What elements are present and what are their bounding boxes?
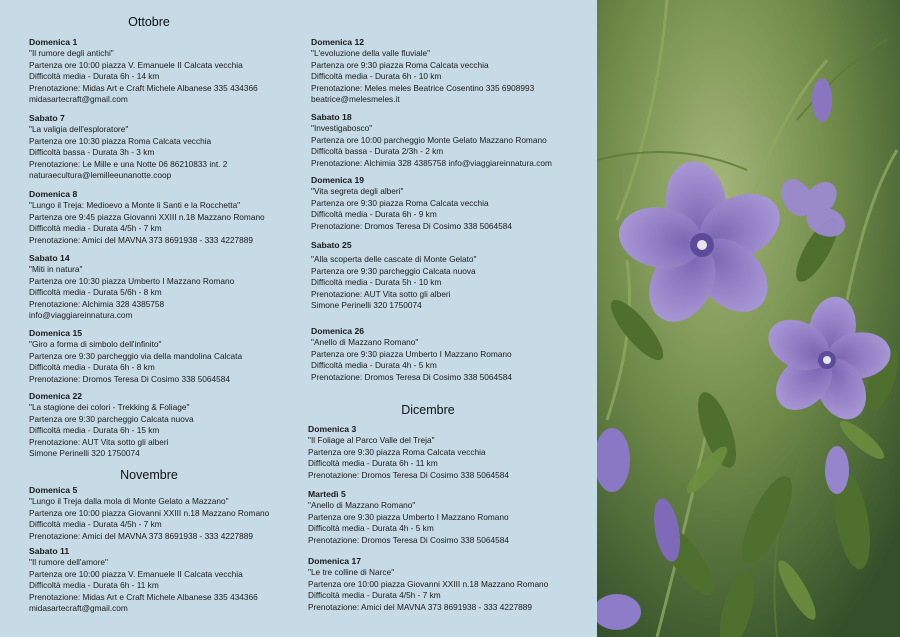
event-line: Difficoltà media - Durata 6h - 8 km: [29, 362, 155, 373]
event-email: beatrice@melesmeles.it: [311, 94, 400, 105]
event-block: [308, 489, 509, 546]
event-email: midasartecraft@gmail.com: [29, 603, 128, 614]
month-title-ottobre: Ottobre: [128, 15, 170, 29]
event-block: [311, 240, 476, 311]
event-line: Difficoltà media - Durata 4/5h - 7 km: [29, 223, 162, 234]
event-block: [29, 37, 258, 105]
event-email: midasartecraft@gmail.com: [29, 94, 128, 105]
event-line: Partenza ore 10:00 parcheggio Monte Gelato Mazzano Romano: [311, 134, 547, 145]
event-block: [29, 328, 242, 385]
event-block: [29, 485, 269, 542]
event-line: Difficoltà media - Durata 6h - 10 km: [311, 71, 442, 82]
event-email: naturaecultura@lemilleeunanotte.coop: [29, 170, 172, 181]
event-line: Partenza ore 9:30 piazza Roma Calcata vecchia: [311, 59, 489, 70]
event-block: [308, 556, 548, 613]
event-day: Domenica 19: [311, 175, 365, 185]
event-line: Partenza ore 10:30 piazza Roma Calcata vecchia: [29, 135, 212, 146]
event-day: Domenica 12: [311, 37, 365, 47]
event-line: "Anello di Mazzano Romano": [311, 337, 419, 348]
event-line: "Investigabosco": [311, 123, 373, 134]
event-line: Difficoltà media - Durata 6h - 15 km: [29, 425, 160, 436]
month-title-dicembre: Dicembre: [401, 403, 455, 417]
event-line: Difficoltà media - Durata 4h - 5 km: [311, 360, 437, 371]
event-line: Prenotazione: Le Mille e una Notte 06 86210833 int. 2: [29, 158, 228, 169]
event-day: Martedì 5: [308, 489, 346, 499]
event-line: Prenotazione: Dromos Teresa Di Cosimo 338 5064584: [29, 373, 230, 384]
event-line: Partenza ore 9:30 parcheggio Calcata nuova: [311, 265, 476, 276]
event-line: Difficoltà media - Durata 6h - 14 km: [29, 71, 160, 82]
event-line: "Il rumore degli antichi": [29, 48, 114, 59]
event-line: Difficoltà media - Durata 5/6h - 8 km: [29, 287, 162, 298]
event-line: Difficoltà media - Durata 4/5h - 7 km: [29, 519, 162, 530]
event-line: "Anello di Mazzano Romano": [308, 500, 416, 511]
event-line: Partenza ore 10:00 piazza Giovanni XXIII n.18 Mazzano Romano: [308, 578, 549, 589]
event-line: Partenza ore 9:30 piazza Roma Calcata vecchia: [311, 197, 489, 208]
event-line: Simone Perinelli 320 1750074: [311, 300, 422, 311]
event-line: Simone Perinelli 320 1750074: [29, 448, 140, 459]
event-day: Domenica 1: [29, 37, 78, 47]
event-line: "Lungo il Treja: Medioevo a Monte li Santi e la Rocchetta": [29, 200, 241, 211]
event-line: Prenotazione: AUT Vita sotto gli alberi: [311, 288, 451, 299]
event-line: Prenotazione: Dromos Teresa Di Cosimo 338 5064584: [308, 534, 509, 545]
event-line: "Alla scoperta delle cascate di Monte Gelato": [311, 254, 477, 265]
event-line: Difficoltà media - Durata 6h - 9 km: [311, 209, 437, 220]
event-line: Partenza ore 9:30 piazza Umberto I Mazzano Romano: [311, 348, 512, 359]
event-email: info@viaggiareinnatura.com: [29, 310, 133, 321]
event-line: Prenotazione: Alchimia 328 4385758: [29, 298, 165, 309]
flower-photo: [597, 0, 900, 637]
periwinkle-illustration: [597, 0, 900, 637]
event-line: Difficoltà media - Durata 5h - 10 km: [311, 277, 442, 288]
flower-bud: [812, 78, 832, 122]
event-line: Prenotazione: Amici del MAVNA 373 8691938 - 333 4227889: [29, 234, 254, 245]
event-line: "La stagione dei colori - Trekking & Foliage": [29, 402, 190, 413]
event-line: Prenotazione: Amici del MAVNA 373 8691938 - 333 4227889: [308, 601, 533, 612]
event-block: [311, 326, 512, 383]
event-day: Sabato 7: [29, 113, 65, 123]
event-day: Domenica 8: [29, 189, 78, 199]
event-line: Partenza ore 9:30 parcheggio Calcata nuova: [29, 413, 194, 424]
event-line: "Le tre colline di Narce": [308, 567, 395, 578]
month-title-novembre: Novembre: [120, 468, 178, 482]
event-line: "Giro a forma di simbolo dell'infinito": [29, 339, 162, 350]
event-line: Difficoltà bassa - Durata 3h - 3 km: [29, 147, 155, 158]
event-line: "L'evoluzione della valle fluviale": [311, 48, 431, 59]
event-line: Partenza ore 10:00 piazza Giovanni XXIII n.18 Mazzano Romano: [29, 507, 270, 518]
event-block: [29, 189, 265, 246]
event-block: [29, 391, 194, 459]
event-day: Domenica 15: [29, 328, 83, 338]
event-block: [29, 253, 234, 321]
event-line: Prenotazione: Midas Art e Craft Michele Albanese 335 434366: [29, 82, 258, 93]
event-line: Prenotazione: Meles meles Beatrice Cosentino 335 6908993: [311, 82, 535, 93]
event-day: Domenica 3: [308, 424, 357, 434]
event-block: [29, 546, 258, 614]
event-line: Difficoltà media - Durata 6h - 11 km: [308, 458, 438, 469]
event-line: Difficoltà media - Durata 4/5h - 7 km: [308, 590, 441, 601]
event-line: Partenza ore 10:30 piazza Umberto I Mazzano Romano: [29, 275, 235, 286]
event-day: Sabato 14: [29, 253, 70, 263]
event-line: Partenza ore 9:30 piazza Roma Calcata vecchia: [308, 446, 486, 457]
event-line: "Miti in natura": [29, 264, 83, 275]
event-day: Domenica 17: [308, 556, 362, 566]
event-block: [308, 424, 509, 481]
event-line: "Il rumore dell'amore": [29, 557, 108, 568]
event-line: Partenza ore 9:30 piazza Umberto I Mazzano Romano: [308, 511, 509, 522]
event-line: Prenotazione: Midas Art e Craft Michele Albanese 335 434366: [29, 591, 258, 602]
event-line: Partenza ore 10:00 piazza V. Emanuele II Calcata vecchia: [29, 568, 243, 579]
flower-bud: [825, 446, 849, 494]
event-line: Prenotazione: Dromos Teresa Di Cosimo 338 5064584: [311, 371, 512, 382]
event-block: [311, 112, 552, 169]
event-line: Prenotazione: AUT Vita sotto gli alberi: [29, 436, 169, 447]
event-line: Partenza ore 9:30 parcheggio via della mandolina Calcata: [29, 350, 243, 361]
event-day: Domenica 22: [29, 391, 83, 401]
event-line: Partenza ore 10:00 piazza V. Emanuele II Calcata vecchia: [29, 59, 243, 70]
event-line: Prenotazione: Alchimia 328 4385758 info@viaggiareinnatura.com: [311, 157, 552, 168]
event-line: Partenza ore 9:45 piazza Giovanni XXIII n.18 Mazzano Romano: [29, 211, 265, 222]
event-line: "Vita segreta degli alberi": [311, 186, 404, 197]
event-block: [29, 113, 227, 181]
event-line: Prenotazione: Amici del MAVNA 373 8691938 - 333 4227889: [29, 530, 254, 541]
event-block: [311, 37, 534, 105]
event-block: [311, 175, 512, 232]
event-line: "Il Foliage al Parco Valle del Treja": [308, 435, 435, 446]
event-day: Domenica 26: [311, 326, 365, 336]
event-line: "Lungo il Treja dalla mola di Monte Gelato a Mazzano": [29, 496, 229, 507]
event-line: Difficoltà bassa - Durata 2/3h - 2 km: [311, 146, 444, 157]
event-line: Difficoltà media - Durata 6h - 11 km: [29, 580, 159, 591]
event-day: Sabato 25: [311, 240, 352, 250]
event-line: Difficoltà media - Durata 4h - 5 km: [308, 523, 434, 534]
event-line: Prenotazione: Dromos Teresa Di Cosimo 338 5064584: [311, 220, 512, 231]
event-day: Sabato 11: [29, 546, 70, 556]
event-day: Domenica 5: [29, 485, 78, 495]
event-line: Prenotazione: Dromos Teresa Di Cosimo 338 5064584: [308, 469, 509, 480]
event-line: "La valigia dell'esploratore": [29, 124, 129, 135]
event-day: Sabato 18: [311, 112, 352, 122]
